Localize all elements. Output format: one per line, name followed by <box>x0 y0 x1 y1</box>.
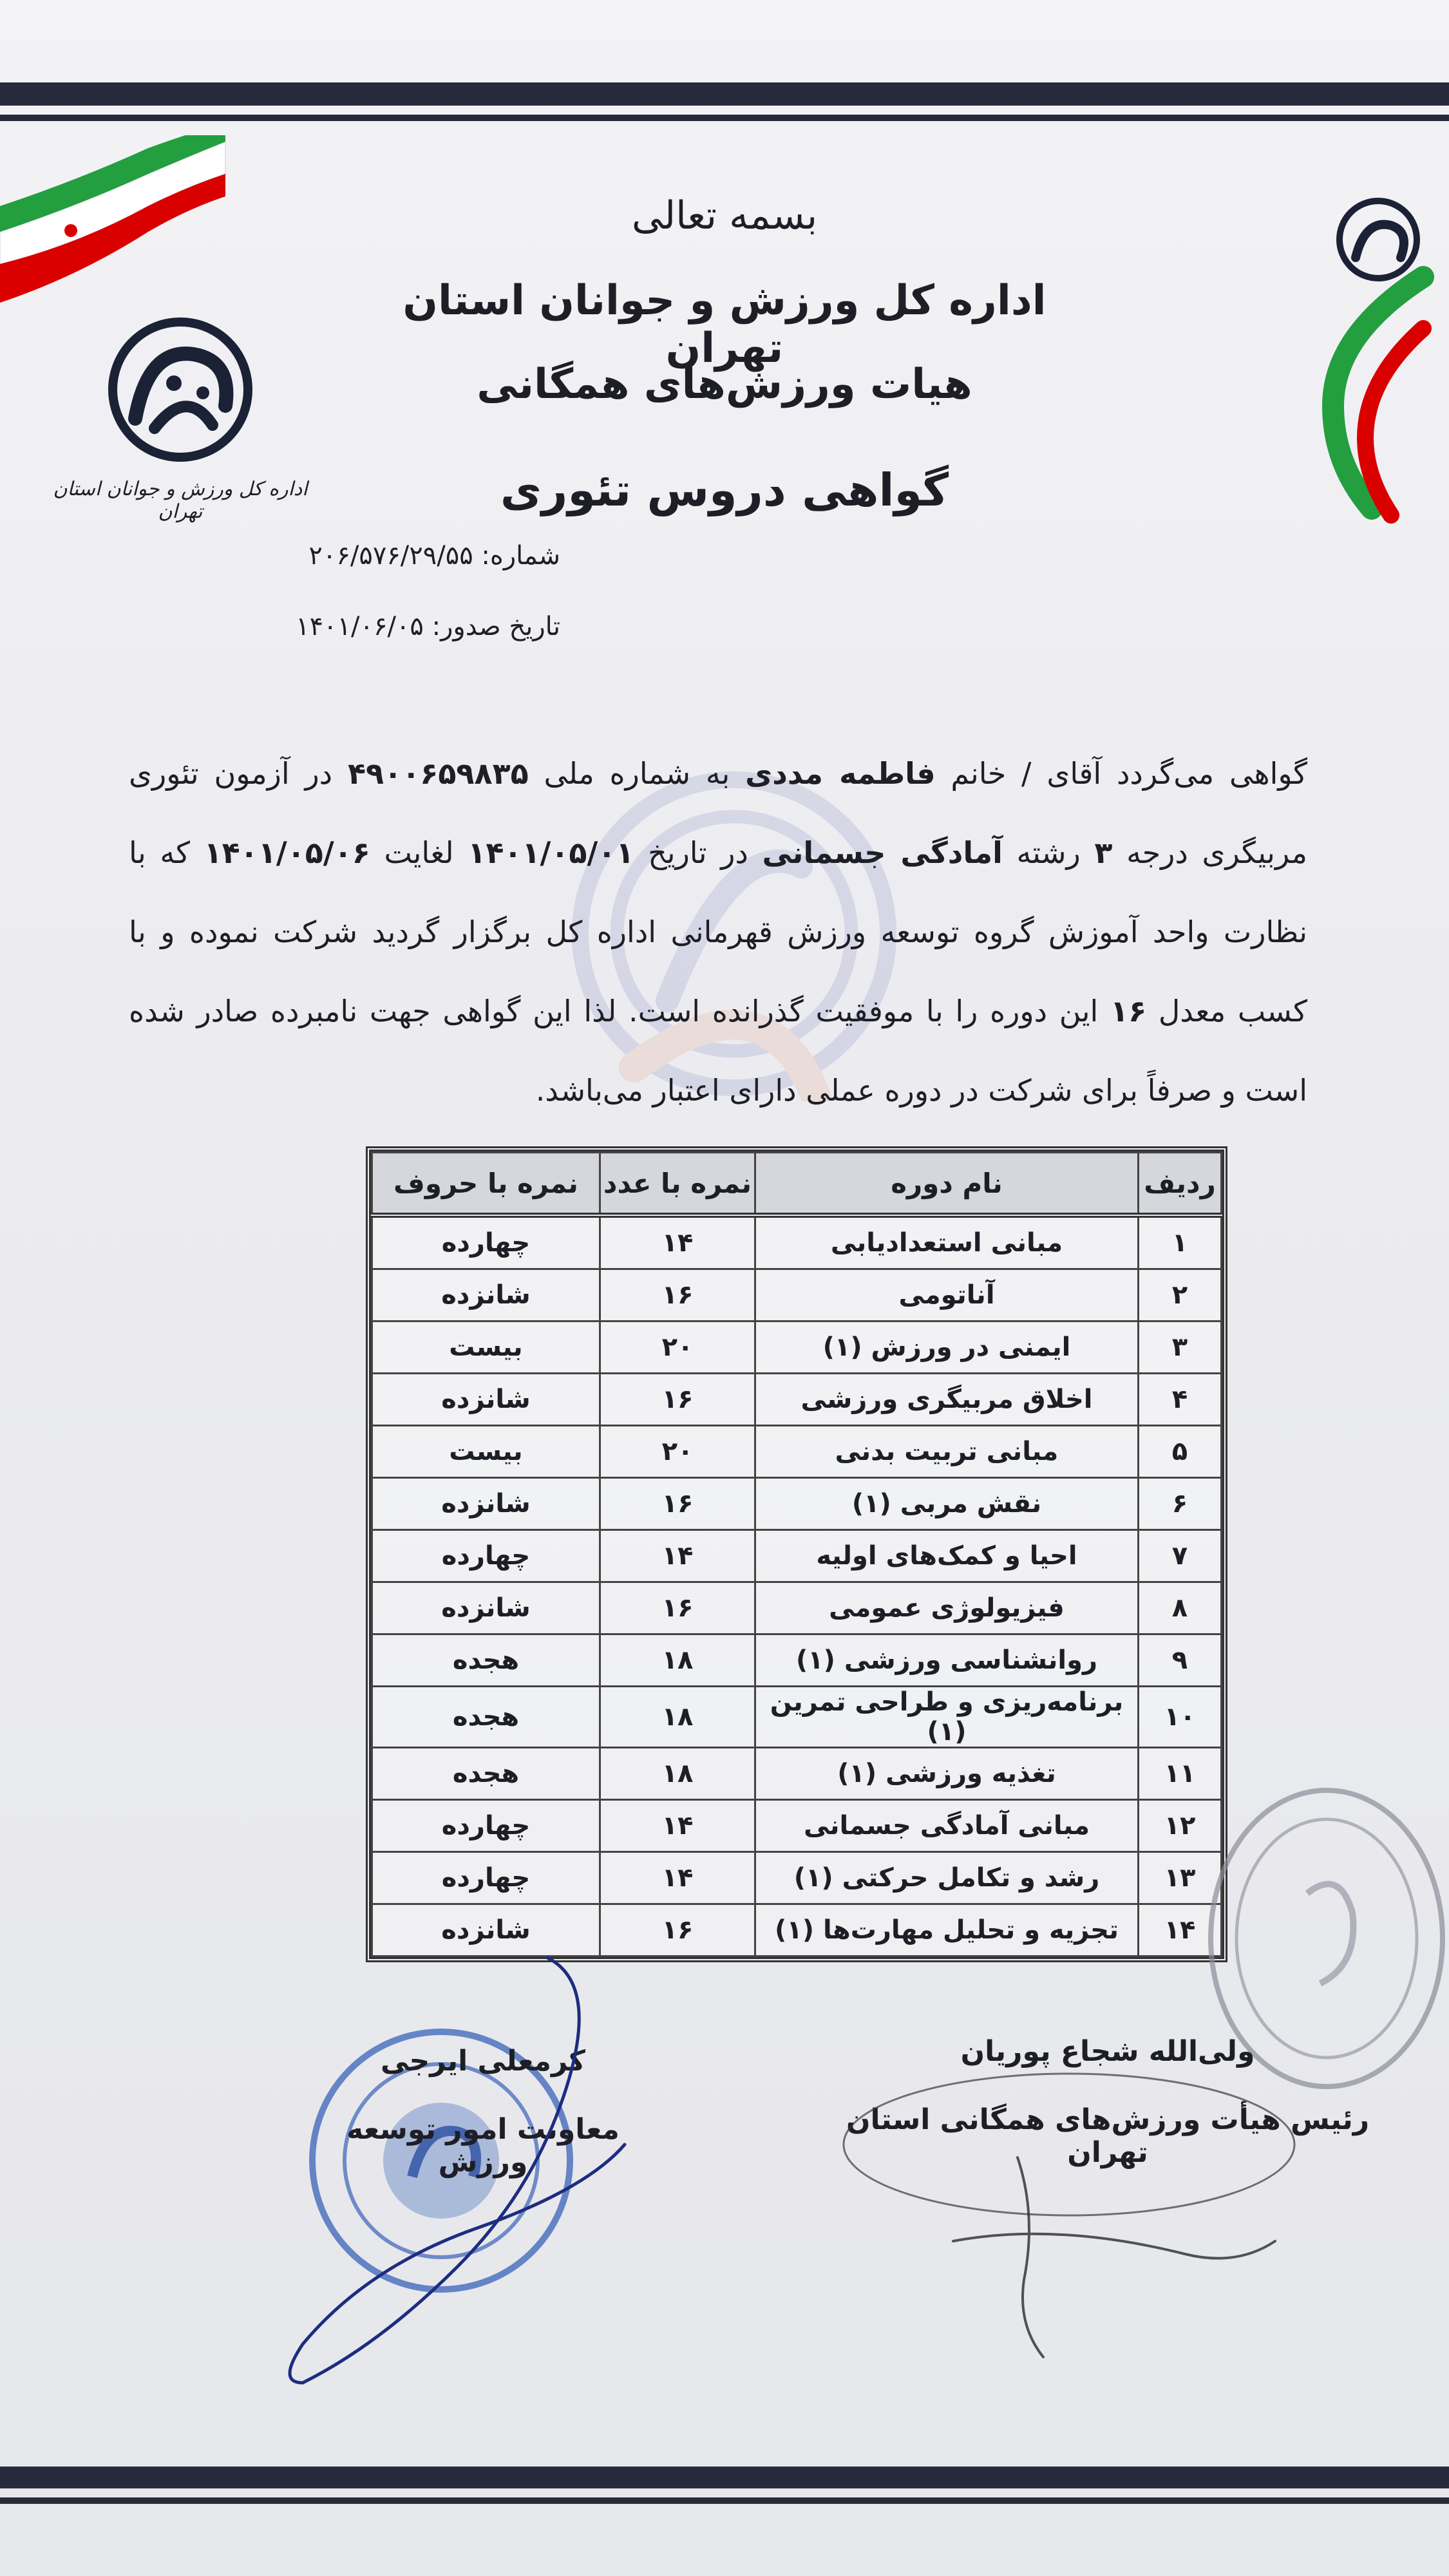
course-name-cell: روانشناسی ورزشی (۱) <box>755 1634 1139 1687</box>
score-text-cell: شانزده <box>372 1269 600 1321</box>
bottom-border-line <box>0 2497 1449 2504</box>
row-number-cell: ۳ <box>1139 1321 1222 1374</box>
table-row <box>372 1478 1222 1530</box>
score-number-cell: ۱۴ <box>600 1215 755 1269</box>
course-start-date: ۱۴۰۱/۰۵/۰۱ <box>468 835 634 870</box>
body-until-label: لغایت <box>384 835 454 870</box>
course-name-cell: تجزیه و تحلیل مهارت‌ها (۱) <box>755 1904 1139 1956</box>
score-text-cell: چهارده <box>372 1800 600 1852</box>
row-number-cell: ۱۰ <box>1139 1687 1222 1748</box>
body-intro: گواهی می‌گردد آقای / خانم <box>951 756 1308 791</box>
table-row <box>372 1800 1222 1852</box>
sports-org-emblem-icon <box>39 309 322 477</box>
average-score: ۱۶ <box>1110 994 1147 1028</box>
row-number-cell: ۷ <box>1139 1530 1222 1582</box>
public-sports-board-emblem-icon <box>1294 193 1436 528</box>
score-number-cell: ۲۰ <box>600 1426 755 1478</box>
header-row-number: ردیف <box>1139 1153 1222 1216</box>
score-text-cell: هجده <box>372 1748 600 1800</box>
iran-flag-icon <box>0 135 232 328</box>
table-row <box>372 1904 1222 1956</box>
organization-heading: اداره کل ورزش و جوانان استان تهران <box>402 277 1046 372</box>
course-name-cell: مبانی تربیت بدنی <box>755 1426 1139 1478</box>
table-row <box>372 1530 1222 1582</box>
board-heading: هیات ورزش‌های همگانی <box>477 361 972 408</box>
body-closing-text: این دوره را با موفقیت گذرانده است. لذا این گواهی جهت نامبرده صادر شده است و صرفاً برای شرکت در دوره عملی دارای اعتبار می‌باشد. <box>129 994 1307 1108</box>
row-number-cell: ۴ <box>1139 1374 1222 1426</box>
table-row <box>372 1582 1222 1634</box>
course-name-cell: مبانی آمادگی جسمانی <box>755 1800 1139 1852</box>
row-number-cell: ۸ <box>1139 1582 1222 1634</box>
course-name-cell: مبانی استعدادیابی <box>755 1215 1139 1269</box>
table-row <box>372 1426 1222 1478</box>
signer-deputy-role: معاونت امور توسعه ورزش <box>346 2113 620 2179</box>
row-number-cell: ۱۴ <box>1139 1904 1222 1956</box>
grades-table-header <box>372 1153 1222 1216</box>
issue-date: تاریخ صدور: ۱۴۰۱/۰۶/۰۵ <box>296 612 560 641</box>
table-row <box>372 1215 1222 1269</box>
score-text-cell: بیست <box>372 1426 600 1478</box>
table-row <box>372 1374 1222 1426</box>
certificate-title: گواهی دروس تئوری <box>500 464 949 516</box>
row-number-cell: ۱۱ <box>1139 1748 1222 1800</box>
course-name-cell: رشد و تکامل حرکتی (۱) <box>755 1852 1139 1904</box>
body-national-id-label: به شماره ملی <box>544 756 730 791</box>
course-name-cell: برنامه‌ریزی و طراحی تمرین (۱) <box>755 1687 1139 1748</box>
body-exam-text: در آزمون تئوری مربیگری درجه <box>129 756 1307 870</box>
score-number-cell: ۱۶ <box>600 1478 755 1530</box>
bismillah-heading: بسمه تعالی <box>631 193 818 238</box>
course-name-cell: ایمنی در ورزش (۱) <box>755 1321 1139 1374</box>
row-number-cell: ۱۲ <box>1139 1800 1222 1852</box>
table-row <box>372 1748 1222 1800</box>
row-number-cell: ۹ <box>1139 1634 1222 1687</box>
score-text-cell: چهارده <box>372 1530 600 1582</box>
row-number-cell: ۱۳ <box>1139 1852 1222 1904</box>
signer-board-head <box>818 2035 1397 2169</box>
org-logo <box>39 309 322 522</box>
score-text-cell: هجده <box>372 1634 600 1687</box>
score-text-cell: چهارده <box>372 1852 600 1904</box>
table-row <box>372 1852 1222 1904</box>
table-row <box>372 1687 1222 1748</box>
score-number-cell: ۱۸ <box>600 1687 755 1748</box>
score-text-cell: شانزده <box>372 1478 600 1530</box>
course-name-cell: اخلاق مربیگری ورزشی <box>755 1374 1139 1426</box>
header-score-text: نمره با حروف <box>372 1153 600 1216</box>
row-number-cell: ۶ <box>1139 1478 1222 1530</box>
header-course-name: نام دوره <box>755 1153 1139 1216</box>
table-row <box>372 1634 1222 1687</box>
score-number-cell: ۱۶ <box>600 1374 755 1426</box>
signer-deputy <box>303 2045 663 2179</box>
score-text-cell: شانزده <box>372 1582 600 1634</box>
recipient-name: فاطمه مددی <box>745 756 936 791</box>
score-text-cell: شانزده <box>372 1374 600 1426</box>
score-number-cell: ۱۴ <box>600 1530 755 1582</box>
score-number-cell: ۱۸ <box>600 1634 755 1687</box>
course-name-cell: آناتومی <box>755 1269 1139 1321</box>
row-number-cell: ۵ <box>1139 1426 1222 1478</box>
score-number-cell: ۱۸ <box>600 1748 755 1800</box>
course-name-cell: فیزیولوژی عمومی <box>755 1582 1139 1634</box>
score-number-cell: ۱۶ <box>600 1582 755 1634</box>
row-number-cell: ۲ <box>1139 1269 1222 1321</box>
sport-field: آمادگی جسمانی <box>762 835 1003 870</box>
score-number-cell: ۱۴ <box>600 1800 755 1852</box>
score-text-cell: هجده <box>372 1687 600 1748</box>
signer-board-head-role: رئیس هیأت ورزش‌های همگانی استان تهران <box>846 2103 1370 2169</box>
certificate-body <box>129 734 1307 1130</box>
row-number-cell: ۱ <box>1139 1215 1222 1269</box>
top-border-band <box>0 82 1449 106</box>
signer-board-head-name: ولی‌الله شجاع پوریان <box>960 2035 1255 2068</box>
top-border-line <box>0 115 1449 121</box>
score-number-cell: ۱۶ <box>600 1904 755 1956</box>
body-field-label: رشته <box>1016 835 1081 870</box>
course-end-date: ۱۴۰۱/۰۵/۰۶ <box>204 835 370 870</box>
header-score-number: نمره با عدد <box>600 1153 755 1216</box>
grades-table <box>366 1146 1227 1962</box>
score-number-cell: ۲۰ <box>600 1321 755 1374</box>
score-number-cell: ۱۴ <box>600 1852 755 1904</box>
score-text-cell: بیست <box>372 1321 600 1374</box>
bottom-border-band <box>0 2467 1449 2488</box>
coaching-grade: ۳ <box>1094 835 1113 870</box>
document-number: شماره: ۲۰۶/۵۷۶/۲۹/۵۵ <box>308 541 560 571</box>
national-id: ۴۹۰۰۶۵۹۸۳۵ <box>347 756 529 791</box>
table-row <box>372 1269 1222 1321</box>
body-date-label: در تاریخ <box>648 835 748 870</box>
course-name-cell: تغذیه ورزشی (۱) <box>755 1748 1139 1800</box>
org-logo-caption: اداره کل ورزش و جوانان استان تهران <box>53 478 308 523</box>
body-supervision-text: که با نظارت واحد آموزش گروه توسعه ورزش قهرمانی اداره کل برگزار گردید شرکت نموده و با کسب معدل <box>129 835 1308 1028</box>
table-row <box>372 1321 1222 1374</box>
score-text-cell: شانزده <box>372 1904 600 1956</box>
score-number-cell: ۱۶ <box>600 1269 755 1321</box>
score-text-cell: چهارده <box>372 1215 600 1269</box>
course-name-cell: نقش مربی (۱) <box>755 1478 1139 1530</box>
course-name-cell: احیا و کمک‌های اولیه <box>755 1530 1139 1582</box>
signer-deputy-name: کرمعلی ایرجی <box>380 2045 586 2078</box>
